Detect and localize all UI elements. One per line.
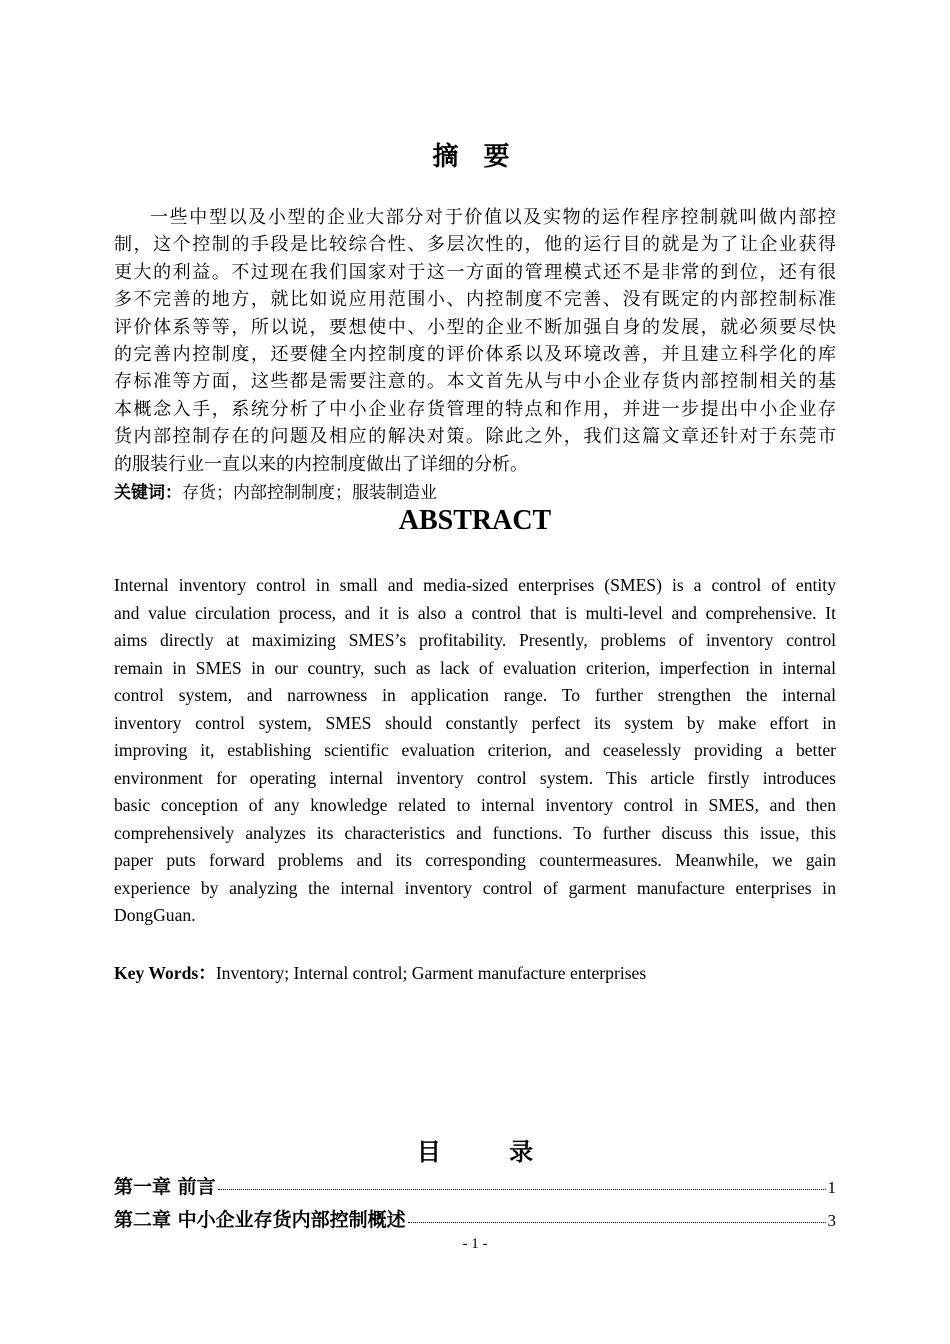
paragraph-line: DongGuan. — [114, 905, 196, 925]
toc-entry-label: 第一章 前言 — [114, 1176, 216, 1198]
abstract-en-body — [114, 572, 836, 930]
toc-entry-page: 1 — [827, 1178, 836, 1197]
paragraph-line: 多不完善的地方，就比如说应用范围小、内控制度不完善、没有既定的内部控制标准 — [114, 289, 836, 311]
toc-entry[interactable] — [114, 1172, 836, 1199]
paragraph-line: 本概念入手，系统分析了中小企业存货管理的特点和作用，并进一步提出中小企业存 — [114, 398, 836, 420]
keywords-en — [114, 960, 646, 985]
paragraph-line: comprehensively analyzes its characteristics and functions. To further discuss this issue, this — [114, 822, 836, 843]
paragraph-line: 的完善内控制度，还要健全内控制度的评价体系以及环境改善，并且建立科学化的库 — [114, 343, 836, 365]
paragraph-line: 评价体系等等，所以说，要想使中、小型的企业不断加强自身的发展，就必须要尽快 — [114, 316, 836, 338]
paragraph-line: 存标准等方面，这些都是需要注意的。本文首先从与中小企业存货内部控制相关的基 — [114, 371, 836, 393]
keywords-cn-value: 存货；内部控制制度；服装制造业 — [182, 483, 437, 503]
abstract-en-title: ABSTRACT — [398, 505, 552, 536]
toc-title: 目 录 — [416, 1138, 564, 1166]
paragraph-line: basic conception of any knowledge related to internal inventory control in SMES, and then — [114, 795, 836, 815]
toc-entry-label: 第二章 中小企业存货内部控制概述 — [114, 1209, 406, 1231]
toc-entry[interactable] — [114, 1205, 836, 1232]
paragraph-line: 更大的利益。不过现在我们国家对于这一方面的管理模式还不是非常的到位，还有很 — [114, 261, 836, 283]
toc-entry-page: 3 — [827, 1211, 836, 1230]
paragraph-line: paper puts forward problems and its corresponding countermeasures. Meanwhile, we gain — [114, 850, 836, 870]
abstract-cn-body — [114, 204, 836, 478]
paragraph-line: 一些中型以及小型的企业大部分对于价值以及实物的运作程序控制就叫做内部控 — [150, 207, 836, 228]
paragraph-line: inventory control system, SMES should constantly perfect its system by make effort in — [114, 712, 836, 733]
keywords-en-label: Key Words： — [114, 963, 216, 983]
page-number: - 1 - — [462, 1236, 488, 1252]
paragraph-line: aims directly at maximizing SMES’s profitability. Presently, problems of inventory control — [114, 630, 836, 650]
keywords-cn — [114, 478, 437, 503]
paragraph-line: experience by analyzing the internal inventory control of garment manufacture enterprises in — [114, 877, 836, 898]
paragraph-line: 的服装行业一直以来的内控制度做出了详细的分析。 — [114, 453, 528, 475]
paragraph-line: environment for operating internal inventory control system. This article firstly introduces — [114, 767, 836, 788]
keywords-cn-label: 关键词： — [114, 483, 182, 503]
toc-leader-dots — [408, 1222, 826, 1223]
paragraph-line: remain in SMES in our country, such as lack of evaluation criterion, imperfection in internal — [114, 657, 836, 678]
paragraph-line: Internal inventory control in small and media-sized enterprises (SMES) is a control of entity — [114, 575, 836, 595]
keywords-en-value: Inventory; Internal control; Garment manufacture enterprises — [215, 963, 647, 983]
paragraph-line: 制，这个控制的手段是比较综合性、多层次性的，他的运行目的就是为了让企业获得 — [114, 234, 836, 256]
paragraph-line: control system, and narrowness in application range. To further strengthen the internal — [114, 685, 836, 705]
paragraph-line: 货内部控制存在的问题及相应的解决对策。除此之外，我们这篇文章还针对于东莞市 — [114, 426, 836, 448]
paragraph-line: improving it, establishing scientific evaluation criterion, and ceaselessly providing a better — [114, 740, 836, 760]
abstract-cn-title: 摘 要 — [432, 142, 518, 172]
toc-leader-dots — [218, 1189, 826, 1190]
paragraph-line: and value circulation process, and it is also a control that is multi-level and comprehensive. It — [114, 602, 836, 623]
